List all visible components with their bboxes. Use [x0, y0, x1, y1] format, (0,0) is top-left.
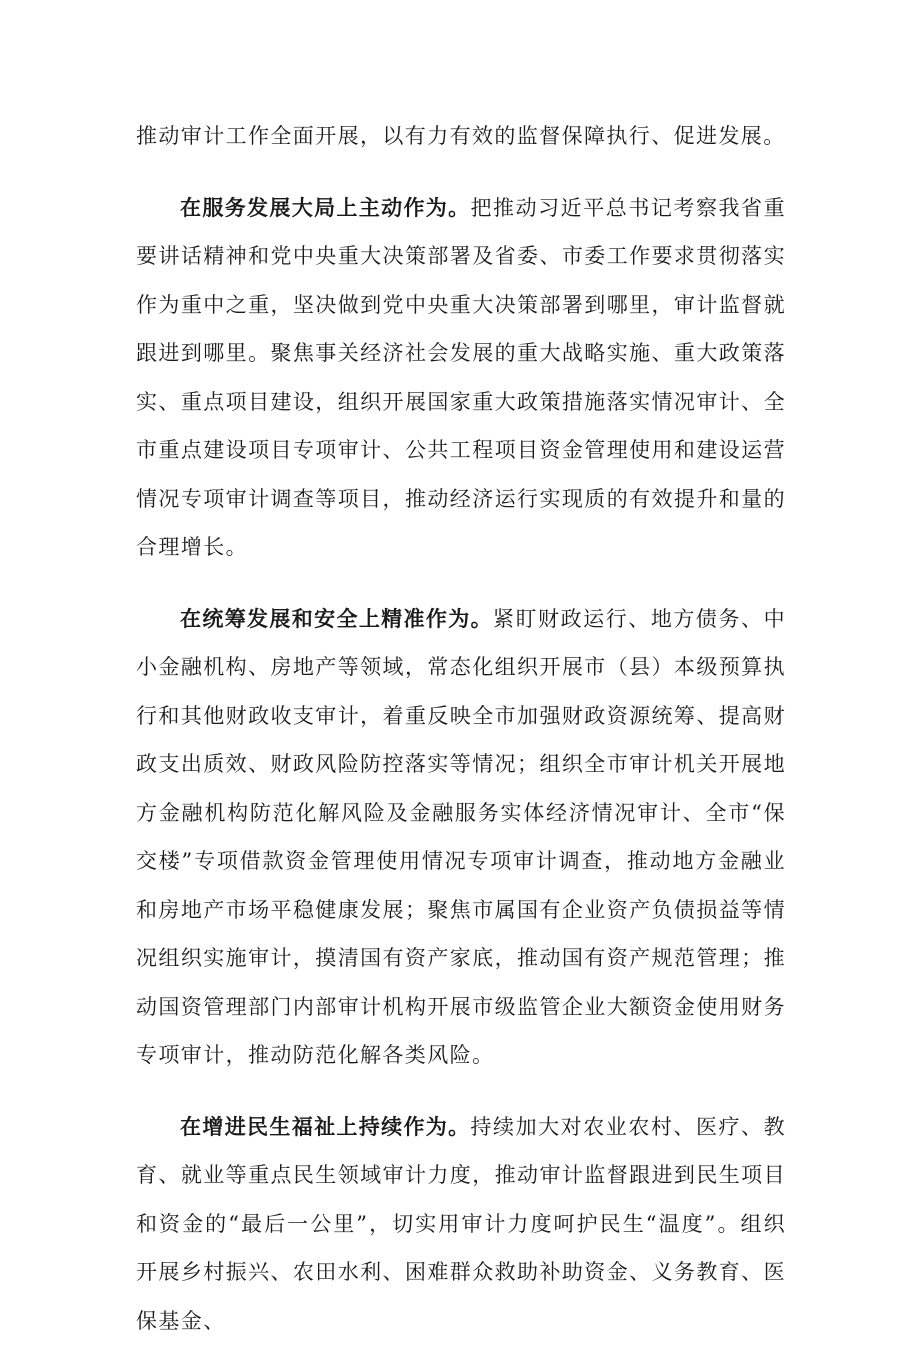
document-body — [136, 112, 786, 1345]
paragraph-lead: 在增进民生福祉上持续作为。 — [180, 1115, 471, 1139]
paragraph-text: 紧盯财政运行、地方债务、中小金融机构、房地产等领域，常态化组织开展市（县）本级预算执行和其他财政收支审计，着重反映全市加强财政资源统筹、提高财政支出质效、财政风险防控落实等情况；组织全市审计机关开展地方金融机构防范化解风险及金融服务实体经济情况审计、全市“保交楼”专项借款资金管理使用情况专项审计调查，推动地方金融业和房地产市场平稳健康发展；聚焦市属国有企业资产负债损益等情况组织实施审计，摸清国有资产家底，推动国有资产规范管理；推动国资管理部门内部审计机构开展市级监管企业大额资金使用财务专项审计，推动防范化解各类风险。 — [136, 607, 786, 1068]
paragraph-text: 把推动习近平总书记考察我省重要讲话精神和党中央重大决策部署及省委、市委工作要求贯彻落实作为重中之重，坚决做到党中央重大决策部署到哪里，审计监督就跟进到哪里。聚焦事关经济社会发展的重大战略实施、重大政策落实、重点项目建设，组织开展国家重大政策措施落实情况审计、全市重点建设项目专项审计、公共工程项目资金管理使用和建设运营情况专项审计调查等项目，推动经济运行实现质的有效提升和量的合理增长。 — [136, 196, 786, 560]
paragraph-lead: 在服务发展大局上主动作为。 — [180, 196, 471, 220]
paragraph-lead: 在统筹发展和安全上精准作为。 — [180, 607, 493, 631]
paragraph-continuation — [136, 112, 786, 161]
paragraph-service-development — [136, 184, 786, 572]
paragraph-text: 持续加大对农业农村、医疗、教育、就业等重点民生领域审计力度，推动审计监督跟进到民生项目和资金的“最后一公里”，切实用审计力度呵护民生“温度”。组织开展乡村振兴、农田水利、困难群众救助补助资金、义务教育、医保基金、 — [136, 1115, 786, 1333]
paragraph-development-security — [136, 595, 786, 1080]
paragraph-text: 推动审计工作全面开展，以有力有效的监督保障执行、促进发展。 — [136, 124, 786, 148]
paragraph-livelihood — [136, 1103, 786, 1345]
